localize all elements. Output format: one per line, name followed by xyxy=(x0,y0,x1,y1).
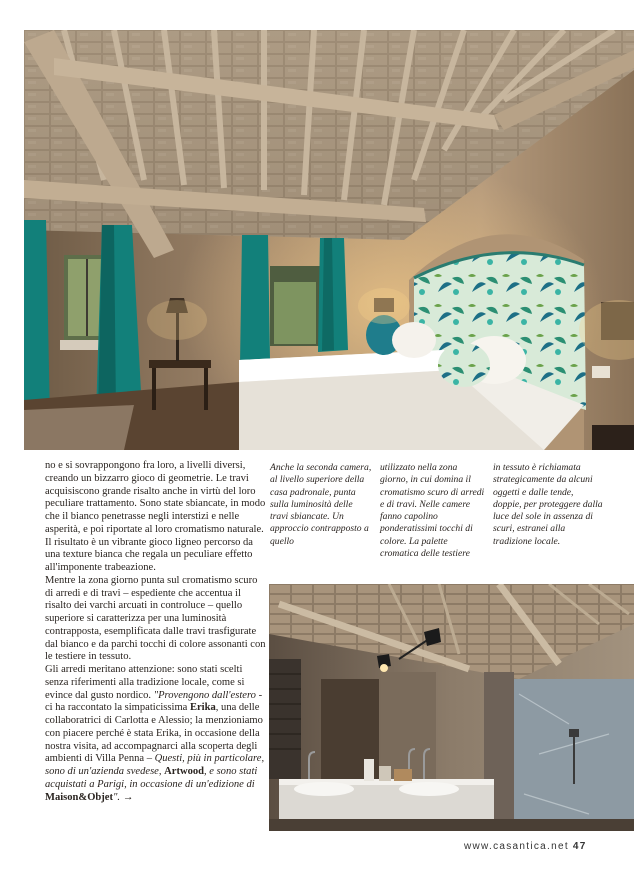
body-text-run: Gli arredi meritano attenzione: sono stati scelti senza riferimenti alla tradizione locale, come si evince dal gusto nordico. xyxy=(45,664,245,701)
page-number: 47 xyxy=(572,841,587,852)
body-text-run: , una delle collaboratrici di Carlotta e Alessio; la menzioniamo con piacere perché è stata Erika, in occasione della nostra visita, ad accompagnarci alla scoperta degli ambienti di Villa Penna – xyxy=(45,702,263,765)
body-paragraph: Mentre la zona giorno punta sul cromatismo scuro di arredi e di travi – espediente che accentua il risalto dei varchi arcuati in controluce – quello superiore si caratterizza per una luminosità contrapposta, esemplificata dalle travi trasfigurate dal bianco e da parchi tocchi di colore assonanti con le testiere in tessuto. xyxy=(45,574,266,663)
quote-text: ". xyxy=(112,791,121,803)
page-footer xyxy=(464,841,587,852)
quote-text: , e sono stati acquistati a Parigi, in occasione di un'edizione di xyxy=(45,766,258,790)
continue-arrow-icon: → xyxy=(122,791,134,803)
brand-name: Artwood xyxy=(164,766,204,777)
body-paragraph: no e si sovrappongono fra loro, a livelli diversi, creando un bizzarro gioco di geometrie. Le travi acquisiscono grande risalto anche in virtù del loro peculiare trattamento. Sono state sbiancate, in modo che il bianco penetrasse negli interstizi e nelle asperità, e poi riportate al loro cromatismo naturale. Il risultato è un vibrante gioco ligneo percorso da una texture bianca che regala un peculiare effetto all'imponente trabeazione. xyxy=(45,460,266,573)
body-paragraph xyxy=(45,664,267,804)
body-text-run: - ci ha raccontato la simpaticissima xyxy=(45,689,263,714)
bedroom-photo xyxy=(24,30,634,450)
website-url: www.casantica.net xyxy=(464,841,569,852)
caption-column: utilizzato nella zona giorno, in cui domina il cromatismo scuro di arredi e di travi. Nelle camere fanno capolino ponderatissimi tocchi di colore. La palette cromatica delle testiere xyxy=(380,462,485,560)
quote-text: "Provengono dall'estero xyxy=(153,689,256,701)
person-name: Erika xyxy=(189,702,216,714)
brand-name: Maison&Objet xyxy=(45,791,113,803)
article-body xyxy=(45,460,267,804)
bathroom-photo xyxy=(269,584,634,831)
caption-column: in tessuto è richiamata strategicamente da alcuni oggetti e dalle tende, doppie, per proteggere dalla luce del sole in assenza di scuri, estranei alla tradizione locale. xyxy=(493,462,603,547)
quote-text: Questi, più in particolare, sono di un'azienda svedese, xyxy=(45,753,265,777)
caption-column: Anche la seconda camera, al livello superiore della casa padronale, punta sulla luminosità delle travi sbiancate. Un approccio contrapposto a quello xyxy=(270,462,372,547)
